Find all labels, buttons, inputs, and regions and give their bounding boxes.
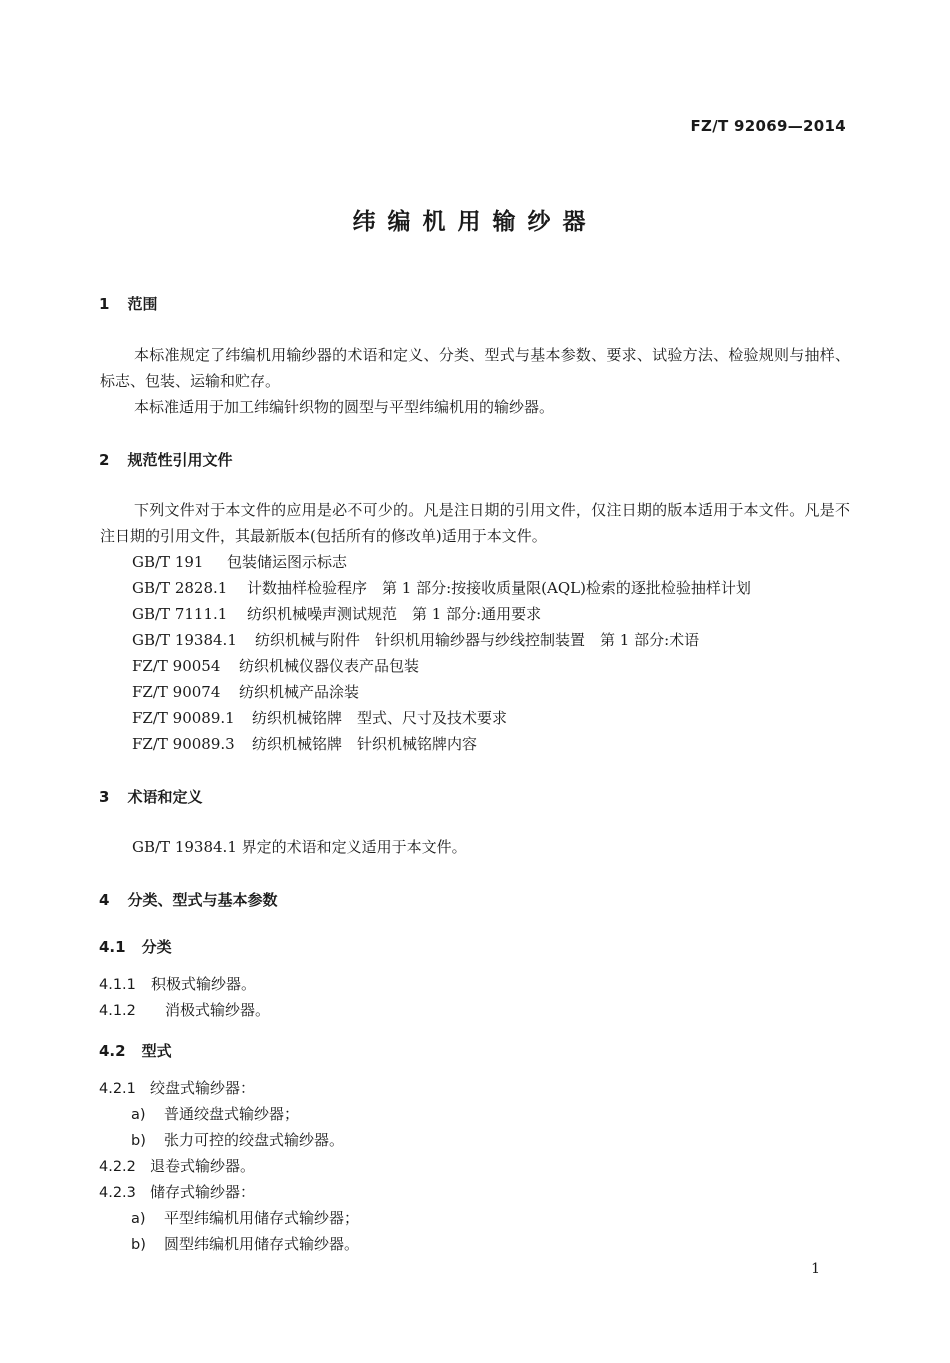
reference-item — [132, 601, 541, 627]
reference-item — [132, 731, 477, 757]
reference-code: GB/T 7111.1 — [132, 605, 228, 623]
reference-code: GB/T 2828.1 — [132, 579, 228, 597]
clause-4-1-1 — [99, 971, 256, 998]
clause-text: 绞盘式输纱器： — [150, 1079, 256, 1097]
clause-4-2-2 — [99, 1153, 255, 1180]
reference-code: FZ/T 90089.3 — [132, 735, 235, 753]
section-number: 1 — [99, 295, 110, 313]
clause-number: 4.1.2 — [99, 1003, 136, 1019]
reference-item — [132, 705, 507, 731]
list-text: 平型纬编机用储存式输纱器； — [164, 1209, 360, 1227]
reference-title: 纺织机械与附件 针织机用输纱器与纱线控制装置 第 1 部分:术语 — [255, 631, 700, 649]
subsection-number: 4.2 — [99, 1042, 126, 1060]
subsection-title: 型式 — [141, 1042, 172, 1060]
reference-item — [132, 549, 347, 575]
list-text: 圆型纬编机用储存式输纱器。 — [164, 1235, 360, 1253]
section-1-paragraph-1: 本标准规定了纬编机用输纱器的术语和定义、分类、型式与基本参数、要求、试验方法、检验规则与抽样、标志、包装、运输和贮存。 — [100, 346, 850, 390]
list-item-b — [131, 1127, 344, 1154]
clause-number: 4.2.2 — [99, 1159, 136, 1175]
reference-title: 纺织机械铭牌 针织机械铭牌内容 — [252, 735, 478, 753]
list-text: 普通绞盘式输纱器； — [164, 1105, 300, 1123]
section-3-heading — [99, 786, 202, 807]
reference-item — [132, 679, 359, 705]
reference-item — [132, 575, 751, 601]
section-number: 2 — [99, 451, 110, 469]
reference-code: FZ/T 90074 — [132, 683, 221, 701]
clause-text: 积极式输纱器。 — [151, 975, 257, 993]
reference-code: FZ/T 90054 — [132, 657, 221, 675]
reference-item — [132, 627, 699, 653]
clause-4-2-1 — [99, 1075, 255, 1102]
reference-title: 纺织机械噪声测试规范 第 1 部分:通用要求 — [247, 605, 542, 623]
page-number: 1 — [811, 1261, 820, 1277]
document-code: FZ/T 92069—2014 — [690, 117, 846, 135]
list-label: a) — [131, 1211, 146, 1227]
clause-text: 储存式输纱器： — [150, 1183, 256, 1201]
reference-code: GB/T 191 — [132, 553, 204, 571]
clause-text: 消极式输纱器。 — [165, 1001, 271, 1019]
section-2-intro: 下列文件对于本文件的应用是必不可少的。凡是注日期的引用文件，仅注日期的版本适用于本文件。凡是不注日期的引用文件，其最新版本(包括所有的修改单)适用于本文件。 — [100, 501, 850, 545]
subsection-4-2-heading — [99, 1040, 172, 1061]
section-1-heading — [99, 293, 157, 314]
section-number: 4 — [99, 891, 110, 909]
list-item-a — [131, 1101, 299, 1128]
reference-item — [132, 653, 419, 679]
list-label: b) — [131, 1133, 146, 1149]
section-4-heading — [99, 889, 277, 910]
reference-title: 计数抽样检验程序 第 1 部分:按接收质量限(AQL)检索的逐批检验抽样计划 — [247, 579, 751, 597]
clause-number: 4.1.1 — [99, 977, 136, 993]
reference-title: 纺织机械铭牌 型式、尺寸及技术要求 — [252, 709, 508, 727]
section-2-heading — [99, 449, 232, 470]
clause-number: 4.2.3 — [99, 1185, 136, 1201]
list-item-a — [131, 1205, 359, 1232]
list-item-b — [131, 1231, 359, 1258]
section-3-paragraph: GB/T 19384.1 界定的术语和定义适用于本文件。 — [132, 838, 467, 856]
subsection-number: 4.1 — [99, 938, 126, 956]
list-label: a) — [131, 1107, 146, 1123]
list-label: b) — [131, 1237, 146, 1253]
reference-title: 纺织机械产品涂装 — [239, 683, 360, 701]
reference-code: FZ/T 90089.1 — [132, 709, 235, 727]
section-title: 分类、型式与基本参数 — [127, 891, 278, 909]
section-title: 术语和定义 — [127, 788, 203, 806]
clause-4-2-3 — [99, 1179, 255, 1206]
subsection-title: 分类 — [141, 938, 172, 956]
subsection-4-1-heading — [99, 936, 172, 957]
clause-number: 4.2.1 — [99, 1081, 136, 1097]
reference-title: 纺织机械仪器仪表产品包装 — [239, 657, 420, 675]
clause-4-1-2 — [99, 997, 270, 1024]
list-text: 张力可控的绞盘式输纱器。 — [164, 1131, 345, 1149]
reference-title: 包装储运图示标志 — [227, 553, 348, 571]
document-title: 纬编机用输纱器 — [352, 209, 598, 235]
section-title: 规范性引用文件 — [127, 451, 233, 469]
section-number: 3 — [99, 788, 110, 806]
reference-code: GB/T 19384.1 — [132, 631, 237, 649]
clause-text: 退卷式输纱器。 — [150, 1157, 256, 1175]
section-1-paragraph-2: 本标准适用于加工纬编针织物的圆型与平型纬编机用的输纱器。 — [134, 398, 555, 416]
section-title: 范围 — [127, 295, 158, 313]
